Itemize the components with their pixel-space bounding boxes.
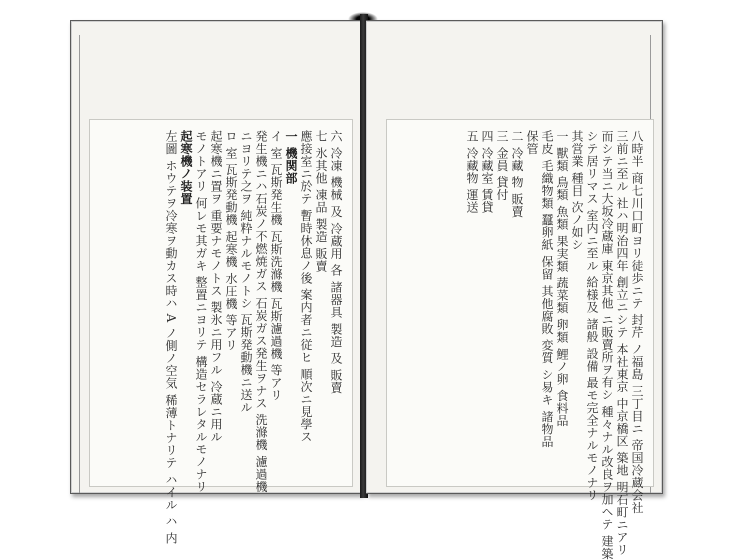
text-column: 三 金員 貸付 bbox=[495, 130, 509, 202]
open-book bbox=[66, 12, 671, 560]
page-edge bbox=[79, 35, 80, 493]
right-text-columns bbox=[397, 130, 644, 560]
text-column: 毛皮 毛織物類 蠶卵紙 保留 其他腐敗 変質 シ易キ 諸物品 bbox=[540, 130, 554, 448]
left-text-columns bbox=[100, 130, 343, 545]
text-column: 八時半 商七川口町ヨリ徒歩ニテ 封芹 ノ福島 三丁目ニ 帝国冷蔵会社 bbox=[630, 130, 644, 515]
text-column: 一 獸類 鳥類 魚類 果実類 蔬菜類 卵類 鯉ノ卵 食料品 bbox=[555, 130, 569, 428]
text-column: イ 室 瓦斯発生機 瓦斯洗滌機 瓦斯濾過機 等アリ bbox=[269, 130, 283, 402]
text-column: 五 冷藏物 運送 bbox=[465, 130, 479, 214]
text-column: シテ居リマス 室内ニ至ル 給様及 諸般 設備 最モ完全ナルモノナリ bbox=[585, 130, 599, 502]
right-manuscript-sheet bbox=[386, 119, 654, 560]
left-manuscript-sheet bbox=[89, 119, 353, 545]
text-column: 発生機ニハ石炭ノ不燃焼ガス 石炭ガス発生ヲナス 洗滌機 濾過機 bbox=[254, 130, 268, 493]
text-column: 其営業 種目 次ノ如シ bbox=[570, 130, 584, 252]
text-column: 應接室ニ於テ 暫時休息ノ後 案内者ニ従ヒ 順次ニ見學ス bbox=[299, 130, 313, 443]
text-column: ロ 室 瓦斯発動機 起寒機 水圧機 等アリ bbox=[224, 130, 238, 352]
text-column: 左圖 ホウテヲ冷寒ヲ動カス時ハ A ノ側ノ空気 稀薄トナリテ ハイル ハ 内 bbox=[164, 130, 178, 545]
text-column: 六 冷凍 機械 及 冷蔵用 各 諸器具 製造 及 販賣 bbox=[329, 130, 343, 394]
text-column: ニヨリテ之ヲ 純粋ナルモノトシ 瓦斯発動機ニ送ル bbox=[239, 130, 253, 414]
text-column: 保管 bbox=[525, 130, 539, 155]
left-page bbox=[70, 20, 363, 545]
text-column: 二 冷藏 物 販賣 bbox=[510, 130, 524, 218]
text-column: モノトアリ 何レモ其ガキ 整置ニヨリテ 構造セラレタルモノナリ bbox=[194, 130, 208, 493]
text-column: 起寒機ニ置ヲ 重要ナモノトス 製氷ニ用フル 冷蔵ニ用ル bbox=[209, 130, 223, 443]
text-column: 四 冷藏室 賃貸 bbox=[480, 130, 494, 214]
text-column: 三前ニ至ル 社ハ明治四年 創立ニシテ 本社東京 中京橋区 築地 明石町ニアリ bbox=[615, 130, 629, 556]
text-column: 而シテ当ニ大坂冷蔵庫 東京其他 ニ販賣所ヲ有シ 種々ナル改良ヲ加ヘテ 建築 bbox=[600, 130, 614, 560]
section-heading: 一 機関部 bbox=[284, 130, 298, 185]
right-page bbox=[366, 20, 663, 560]
section-heading: 起寒機ノ装置 bbox=[179, 130, 193, 205]
text-column: 七 氷其他 凍品 製造 販賣 bbox=[314, 130, 328, 273]
